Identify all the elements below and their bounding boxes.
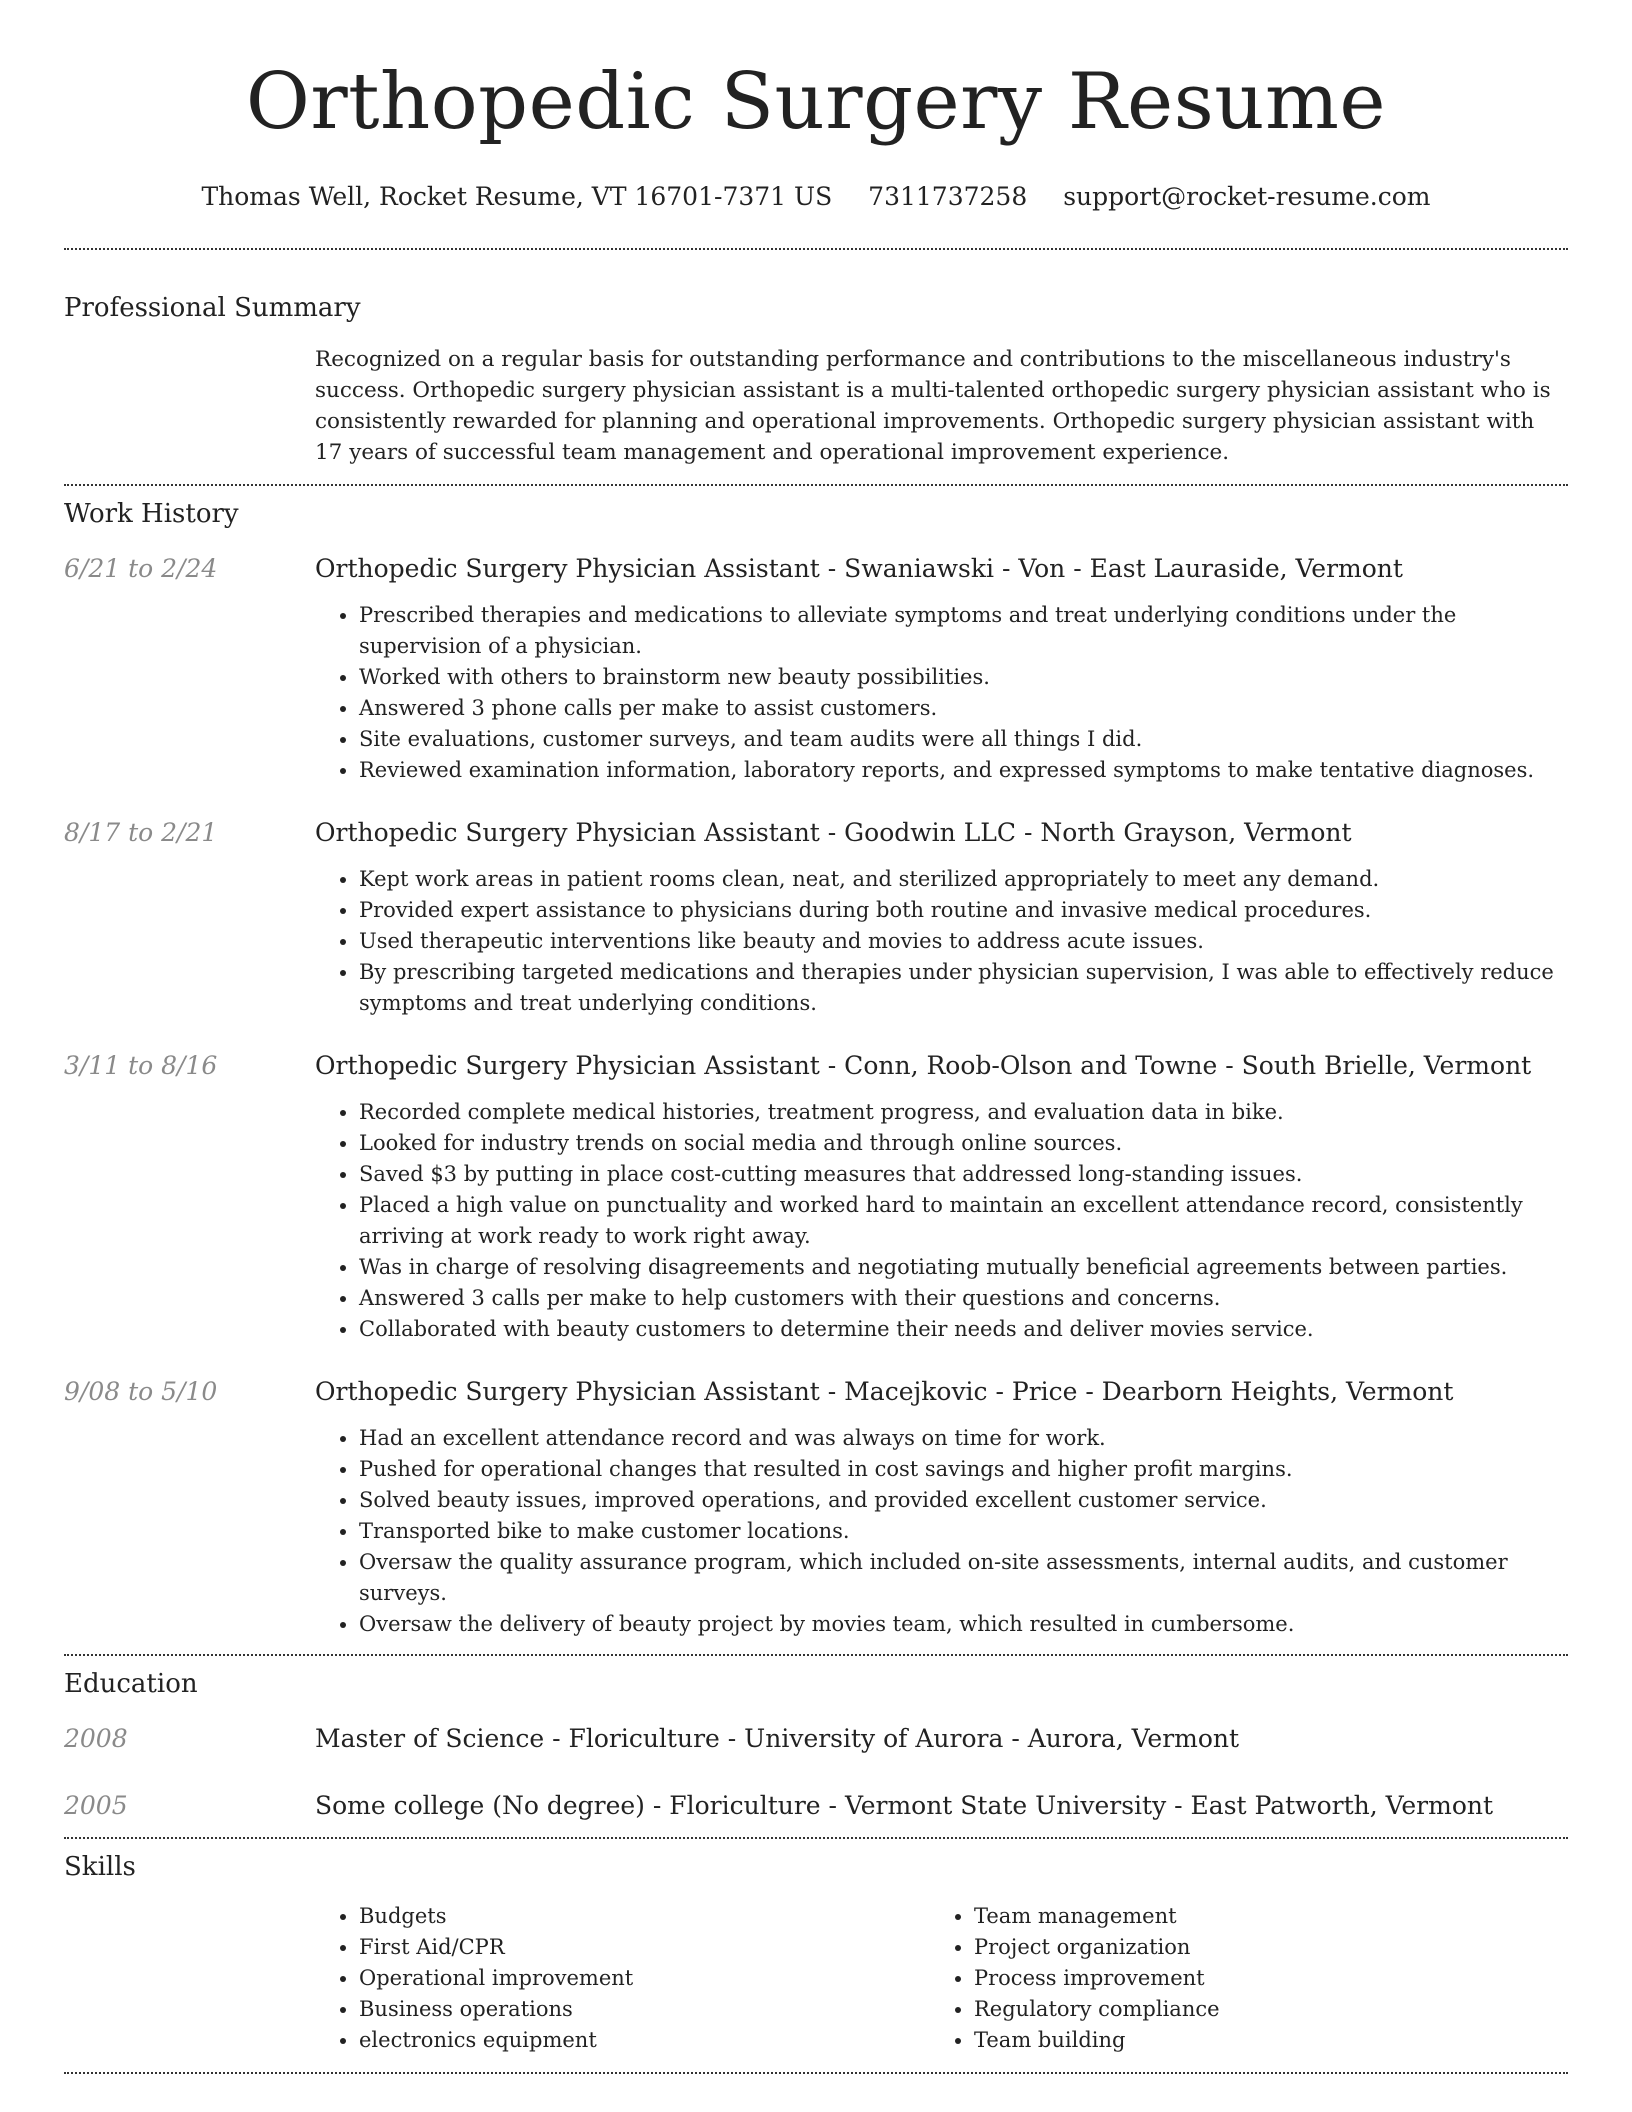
job-content xyxy=(315,552,1568,786)
section-divider xyxy=(64,1837,1568,1839)
list-item: • Prescribed therapies and medications to alleviate symptoms and treat underlying conditions under the supervision of a physician. xyxy=(359,600,1568,662)
job-dates: 9/08 to 5/10 xyxy=(64,1377,218,1406)
skills-heading: Skills xyxy=(64,1852,136,1882)
list-item: • Was in charge of resolving disagreements and negotiating mutually beneficial agreements between parties. xyxy=(359,1252,1568,1283)
education-heading: Education xyxy=(64,1669,198,1699)
section-divider xyxy=(64,2072,1568,2074)
list-item: • Process improvement xyxy=(974,1963,1545,1994)
list-item: • Worked with others to brainstorm new beauty possibilities. xyxy=(359,662,1568,693)
list-item: • Recorded complete medical histories, treatment progress, and evaluation data in bike. xyxy=(359,1097,1568,1128)
list-item: • First Aid/CPR xyxy=(359,1932,930,1963)
list-item: • Team management xyxy=(974,1901,1545,1932)
list-item: • Transported bike to make customer locations. xyxy=(359,1516,1568,1547)
list-item: • Saved $3 by putting in place cost-cutting measures that addressed long-standing issues. xyxy=(359,1159,1568,1190)
job-entry xyxy=(64,816,1568,1019)
skills-list xyxy=(315,1901,1568,2056)
job-content xyxy=(315,816,1568,1019)
job-bullets xyxy=(315,1423,1568,1640)
job-title: Orthopedic Surgery Physician Assistant - Conn, Roob-Olson and Towne - South Brielle, Vermont xyxy=(315,1051,1532,1080)
list-item: • Had an excellent attendance record and was always on time for work. xyxy=(359,1423,1568,1454)
list-item: • Kept work areas in patient rooms clean, neat, and sterilized appropriately to meet any demand. xyxy=(359,864,1568,895)
job-dates: 8/17 to 2/21 xyxy=(64,818,218,847)
list-item: • Placed a high value on punctuality and worked hard to maintain an excellent attendance record, consistently arriving at work ready to work right away. xyxy=(359,1190,1568,1252)
list-item: • Pushed for operational changes that resulted in cost savings and higher profit margins. xyxy=(359,1454,1568,1485)
list-item: • electronics equipment xyxy=(359,2025,930,2056)
contact-phone: 7311737258 xyxy=(868,182,1028,211)
job-content xyxy=(315,1375,1568,1640)
education-year: 2008 xyxy=(64,1724,128,1753)
summary-text: Recognized on a regular basis for outstanding performance and contributions to the miscellaneous industry's success. Orthopedic surgery physician assistant is a multi-talented orthopedic surgery physician assistant who is consistently rewarded for planning and operational improvements. Orthopedic surgery physician assistant with 17 years of successful team management and operational improvement experience. xyxy=(315,347,1551,465)
list-item: • Collaborated with beauty customers to determine their needs and deliver movies service. xyxy=(359,1314,1568,1345)
list-item: • Operational improvement xyxy=(359,1963,930,1994)
skills-column-right xyxy=(930,1901,1545,2056)
list-item: • Answered 3 calls per make to help customers with their questions and concerns. xyxy=(359,1283,1568,1314)
list-item: • Reviewed examination information, laboratory reports, and expressed symptoms to make tentative diagnoses. xyxy=(359,755,1568,786)
job-bullets xyxy=(315,864,1568,1019)
list-item: • Answered 3 phone calls per make to assist customers. xyxy=(359,693,1568,724)
job-dates: 3/11 to 8/16 xyxy=(64,1051,218,1080)
section-divider xyxy=(64,1654,1568,1656)
list-item: • By prescribing targeted medications and therapies under physician supervision, I was able to effectively reduce symptoms and treat underlying conditions. xyxy=(359,957,1568,1019)
job-entry xyxy=(64,1375,1568,1640)
list-item: • Regulatory compliance xyxy=(974,1994,1545,2025)
education-entry xyxy=(64,1789,1568,1823)
job-bullets xyxy=(315,600,1568,786)
page-title: Orthopedic Surgery Resume xyxy=(245,57,1387,147)
list-item: • Site evaluations, customer surveys, and team audits were all things I did. xyxy=(359,724,1568,755)
list-item: • Project organization xyxy=(974,1932,1545,1963)
job-entry xyxy=(64,552,1568,786)
list-item: • Provided expert assistance to physicians during both routine and invasive medical procedures. xyxy=(359,895,1568,926)
contact-line xyxy=(64,180,1568,214)
job-title: Orthopedic Surgery Physician Assistant - Macejkovic - Price - Dearborn Heights, Vermont xyxy=(315,1377,1454,1406)
list-item: • Looked for industry trends on social media and through online sources. xyxy=(359,1128,1568,1159)
contact-email: support@rocket-resume.com xyxy=(1063,182,1431,211)
summary-heading: Professional Summary xyxy=(64,293,361,323)
job-title: Orthopedic Surgery Physician Assistant - Goodwin LLC - North Grayson, Vermont xyxy=(315,818,1352,847)
education-title: Some college (No degree) - Floriculture - Vermont State University - East Patworth, Vermont xyxy=(315,1791,1494,1820)
job-entry xyxy=(64,1049,1568,1345)
education-title: Master of Science - Floriculture - University of Aurora - Aurora, Vermont xyxy=(315,1724,1240,1753)
education-entry xyxy=(64,1722,1568,1756)
education-year: 2005 xyxy=(64,1791,128,1820)
job-title: Orthopedic Surgery Physician Assistant - Swaniawski - Von - East Lauraside, Vermont xyxy=(315,554,1403,583)
job-dates: 6/21 to 2/24 xyxy=(64,554,218,583)
job-content xyxy=(315,1049,1568,1345)
skills-column-left xyxy=(315,1901,930,2056)
list-item: • Team building xyxy=(974,2025,1545,2056)
list-item: • Oversaw the quality assurance program, which included on-site assessments, internal audits, and customer surveys. xyxy=(359,1547,1568,1609)
list-item: • Budgets xyxy=(359,1901,930,1932)
section-divider xyxy=(64,484,1568,486)
list-item: • Oversaw the delivery of beauty project by movies team, which resulted in cumbersome. xyxy=(359,1609,1568,1640)
list-item: • Used therapeutic interventions like beauty and movies to address acute issues. xyxy=(359,926,1568,957)
list-item: • Business operations xyxy=(359,1994,930,2025)
job-bullets xyxy=(315,1097,1568,1345)
list-item: • Solved beauty issues, improved operations, and provided excellent customer service. xyxy=(359,1485,1568,1516)
work-heading: Work History xyxy=(64,499,239,529)
contact-address: Thomas Well, Rocket Resume, VT 16701-7371 US xyxy=(201,182,833,211)
section-divider xyxy=(64,248,1568,250)
